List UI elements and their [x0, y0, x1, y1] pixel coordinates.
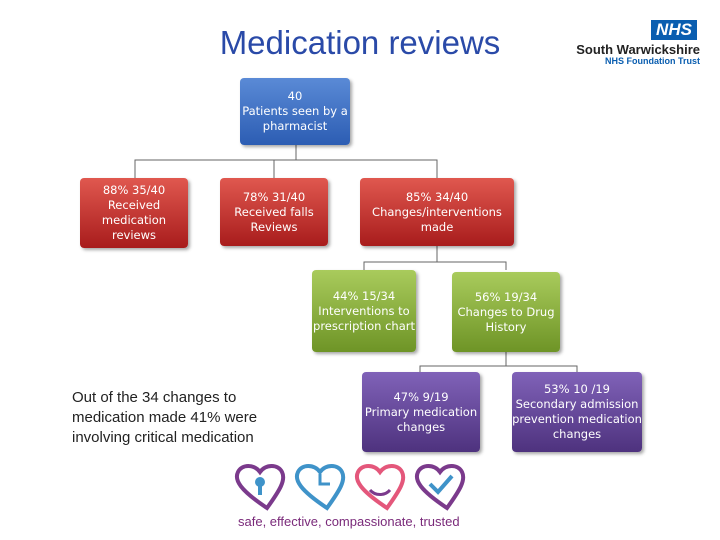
node-falls-reviews: [220, 178, 328, 246]
connector-root-received: [135, 145, 296, 178]
lock-keyhole-stem-icon: [258, 485, 262, 495]
hands-icon: [370, 490, 390, 495]
heart-hands-icon: [357, 466, 403, 508]
heart-clock-icon: [297, 466, 343, 508]
clock-hands-icon: [320, 474, 330, 484]
node-falls-reviews-label: Received falls Reviews: [234, 204, 314, 234]
node-received-reviews-label: Received medication reviews: [101, 198, 167, 242]
node-drug-history-label: Changes to Drug History: [457, 304, 555, 334]
values-hearts-logo: [230, 462, 480, 514]
node-root-value: 40: [287, 89, 303, 103]
node-changes-value: 85% 34/40: [405, 189, 469, 204]
nhs-logo-trust: NHS Foundation Trust: [605, 56, 700, 66]
node-changes-label: Changes/interventions made: [372, 204, 502, 234]
node-prescription-chart-value: 44% 15/34: [332, 288, 396, 303]
node-received-reviews-value: 88% 35/40: [102, 183, 166, 197]
node-prescription-chart-label: Interventions to prescription chart: [313, 303, 415, 333]
critical-medication-note: Out of the 34 changes to medication made 41% were involving critical medication: [72, 389, 258, 446]
node-drug-history: [452, 272, 560, 352]
node-primary-value: 47% 9/19: [393, 389, 449, 404]
connector-changes-history: [437, 262, 506, 270]
node-root: [240, 78, 350, 145]
node-changes: [360, 178, 514, 246]
node-secondary-label: Secondary admission prevention medication changes: [512, 397, 642, 441]
node-falls-reviews-value: 78% 31/40: [242, 189, 306, 204]
connector-root-falls: [274, 160, 296, 178]
page-title: Medication reviews: [219, 24, 501, 61]
nhs-logo-badge: NHS: [651, 20, 697, 40]
node-secondary: [512, 372, 642, 452]
node-received-reviews: [80, 178, 188, 248]
connector-history-primary: [420, 352, 506, 372]
node-root-label: Patients seen by a pharmacist: [242, 104, 348, 133]
nhs-logo-org: South Warwickshire: [576, 42, 700, 57]
connector-changes-prescription: [364, 246, 437, 270]
node-drug-history-value: 56% 19/34: [474, 289, 538, 304]
connector-root-changes: [296, 160, 437, 178]
node-primary: [362, 372, 480, 452]
node-prescription-chart: [312, 270, 416, 352]
node-primary-label: Primary medication changes: [364, 404, 478, 434]
tick-icon: [430, 476, 452, 492]
node-secondary-value: 53% 10 /19: [543, 382, 610, 396]
tagline: safe, effective, compassionate, trusted: [238, 514, 460, 529]
